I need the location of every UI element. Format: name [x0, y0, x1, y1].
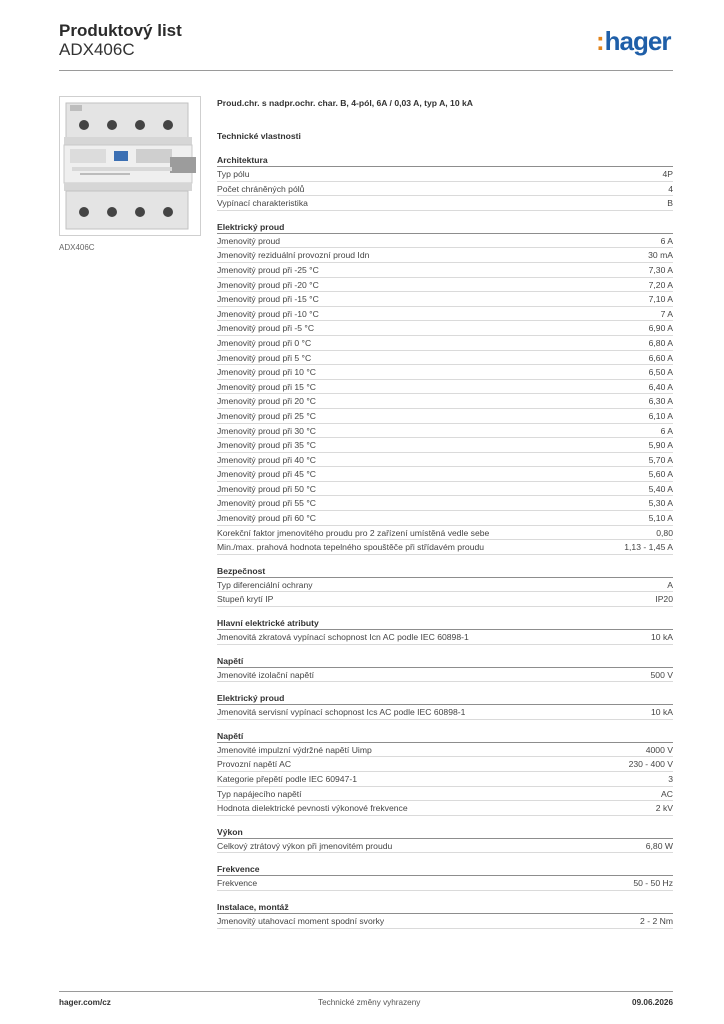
spec-value: 4000 V — [645, 744, 673, 755]
spec-section — [217, 691, 673, 720]
spec-value: 6,30 A — [648, 396, 673, 407]
spec-row — [217, 380, 673, 395]
spec-row — [217, 351, 673, 366]
spec-section — [217, 654, 673, 683]
spec-section — [217, 900, 673, 929]
spec-row — [217, 876, 673, 891]
spec-row — [217, 292, 673, 307]
spec-row — [217, 540, 673, 555]
section-title: Napětí — [217, 729, 673, 743]
spec-row — [217, 234, 673, 249]
spec-value: 6,50 A — [648, 367, 673, 378]
spec-row — [217, 482, 673, 497]
hager-logo — [596, 26, 670, 57]
spec-value: 50 - 50 Hz — [633, 878, 673, 889]
spec-section — [217, 825, 673, 854]
spec-label: Min./max. prahová hodnota tepelného spouštěče při střídavém proudu — [217, 542, 485, 553]
section-title: Instalace, montáž — [217, 900, 673, 914]
section-title: Architektura — [217, 153, 673, 167]
spec-row — [217, 705, 673, 720]
spec-value: 3 — [668, 774, 673, 784]
spec-label: Jmenovitý proud při -10 °C — [217, 308, 319, 319]
header-divider — [59, 70, 673, 71]
spec-label: Frekvence — [217, 878, 258, 889]
circuit-breaker-illustration — [60, 97, 200, 235]
spec-row — [217, 167, 673, 182]
spec-label: Jmenovitý proud při 0 °C — [217, 337, 312, 348]
spec-row — [217, 278, 673, 293]
spec-value: 2 - 2 Nm — [640, 915, 673, 926]
spec-label: Jmenovitý proud při 40 °C — [217, 454, 316, 465]
spec-section — [217, 564, 673, 607]
spec-label: Vypínací charakteristika — [217, 198, 308, 209]
spec-label: Jmenovitý proud — [217, 235, 281, 246]
footer-divider — [59, 991, 673, 992]
spec-row — [217, 630, 673, 645]
spec-value: 5,30 A — [648, 498, 673, 509]
spec-label: Jmenovité izolační napětí — [217, 669, 314, 680]
spec-label: Jmenovitý proud při -20 °C — [217, 279, 319, 290]
spec-label: Jmenovitý proud při -15 °C — [217, 294, 319, 305]
technical-properties-heading: Technické vlastnosti — [217, 131, 301, 141]
spec-value: 500 V — [650, 669, 673, 680]
spec-value: 5,40 A — [648, 483, 673, 494]
spec-value: 6,40 A — [648, 381, 673, 392]
spec-label: Jmenovitý proud při 35 °C — [217, 440, 316, 451]
spec-row — [217, 307, 673, 322]
spec-label: Celkový ztrátový výkon při jmenovitém proudu — [217, 840, 393, 851]
spec-section — [217, 729, 673, 816]
spec-row — [217, 336, 673, 351]
section-title: Elektrický proud — [217, 691, 673, 705]
spec-label: Jmenovitý proud při 60 °C — [217, 513, 316, 524]
spec-value: 6 A — [660, 425, 673, 436]
spec-label: Jmenovitý proud při -25 °C — [217, 264, 319, 275]
spec-row — [217, 321, 673, 336]
spec-value: 6,10 A — [648, 410, 673, 421]
spec-row — [217, 757, 673, 772]
spec-section — [217, 862, 673, 891]
spec-value: 2 kV — [655, 803, 673, 814]
spec-value: 0,80 — [656, 527, 673, 538]
logo-colon: : — [596, 26, 604, 56]
spec-section — [217, 220, 673, 555]
spec-label: Jmenovitý proud při 50 °C — [217, 483, 316, 494]
image-caption: ADX406C — [59, 243, 95, 252]
spec-row — [217, 496, 673, 511]
spec-row — [217, 182, 673, 197]
spec-sections — [217, 153, 673, 929]
section-title: Napětí — [217, 654, 673, 668]
product-image — [59, 96, 201, 236]
spec-label: Jmenovitá servisní vypínací schopnost Ics AC podle IEC 60898-1 — [217, 707, 466, 718]
spec-label: Jmenovitý proud při 55 °C — [217, 498, 316, 509]
spec-label: Korekční faktor jmenovitého proudu pro 2 zařízení umístěná vedle sebe — [217, 527, 490, 538]
spec-value: 6,80 W — [645, 840, 673, 851]
spec-value: 1,13 - 1,45 A — [624, 542, 673, 553]
spec-value: 7 A — [660, 308, 673, 319]
spec-label: Typ diferenciální ochrany — [217, 579, 313, 590]
spec-value: 6,80 A — [648, 337, 673, 348]
section-title: Frekvence — [217, 862, 673, 876]
spec-value: 6,60 A — [648, 352, 673, 363]
spec-label: Hodnota dielektrické pevnosti výkonové frekvence — [217, 803, 408, 814]
spec-value: 5,10 A — [648, 513, 673, 524]
spec-row — [217, 914, 673, 929]
spec-value: B — [667, 198, 673, 209]
spec-row — [217, 248, 673, 263]
spec-value: IP20 — [655, 594, 673, 605]
spec-label: Jmenovitý proud při 30 °C — [217, 425, 316, 436]
spec-label: Jmenovitý proud při 15 °C — [217, 381, 316, 392]
spec-value: A — [667, 579, 673, 590]
page-title: Produktový list — [59, 21, 182, 40]
product-description: Proud.chr. s nadpr.ochr. char. B, 4-pól, 6A / 0,03 A, typ A, 10 kA — [217, 98, 473, 108]
spec-label: Kategorie přepětí podle IEC 60947-1 — [217, 774, 357, 784]
section-title: Bezpečnost — [217, 564, 673, 578]
logo-text: hager — [604, 26, 671, 56]
footer-notice: Technické změny vyhrazeny — [318, 998, 421, 1007]
spec-label: Jmenovitý reziduální provozní proud Idn — [217, 250, 370, 261]
spec-label: Jmenovitý proud při -5 °C — [217, 323, 315, 334]
spec-value: 10 kA — [651, 707, 673, 718]
spec-row — [217, 668, 673, 683]
spec-value: 230 - 400 V — [628, 759, 673, 770]
spec-label: Typ napájecího napětí — [217, 788, 302, 799]
spec-row — [217, 839, 673, 854]
section-title: Elektrický proud — [217, 220, 673, 234]
spec-label: Jmenovité impulzní výdržné napětí Uimp — [217, 744, 372, 755]
spec-value: AC — [661, 788, 673, 799]
spec-label: Stupeň krytí IP — [217, 594, 274, 605]
spec-value: 30 mA — [648, 250, 673, 261]
spec-label: Jmenovitý proud při 45 °C — [217, 469, 316, 480]
spec-row — [217, 787, 673, 802]
footer-website[interactable]: hager.com/cz — [59, 998, 111, 1007]
spec-label: Jmenovitý proud při 25 °C — [217, 410, 316, 421]
spec-row — [217, 263, 673, 278]
spec-value: 7,20 A — [648, 279, 673, 290]
spec-value: 4P — [662, 169, 673, 179]
spec-value: 7,10 A — [648, 294, 673, 305]
spec-value: 6 A — [660, 235, 673, 246]
product-code: ADX406C — [59, 40, 135, 59]
footer-date: 09.06.2026 — [632, 998, 673, 1007]
spec-row — [217, 409, 673, 424]
spec-row — [217, 424, 673, 439]
spec-value: 5,70 A — [648, 454, 673, 465]
spec-value: 5,60 A — [648, 469, 673, 480]
spec-value: 7,30 A — [648, 264, 673, 275]
spec-row — [217, 365, 673, 380]
spec-value: 5,90 A — [648, 440, 673, 451]
spec-label: Typ pólu — [217, 169, 250, 179]
spec-label: Jmenovitý utahovací moment spodní svorky — [217, 915, 385, 926]
spec-label: Provozní napětí AC — [217, 759, 292, 770]
spec-label: Jmenovitá zkratová vypínací schopnost Icn AC podle IEC 60898-1 — [217, 632, 469, 643]
spec-row — [217, 511, 673, 526]
spec-label: Jmenovitý proud při 5 °C — [217, 352, 312, 363]
spec-row — [217, 772, 673, 787]
spec-row — [217, 196, 673, 211]
spec-label: Počet chráněných pólů — [217, 183, 305, 194]
spec-value: 4 — [668, 183, 673, 194]
spec-value: 10 kA — [651, 632, 673, 643]
spec-label: Jmenovitý proud při 10 °C — [217, 367, 316, 378]
spec-row — [217, 394, 673, 409]
section-title: Výkon — [217, 825, 673, 839]
spec-row — [217, 592, 673, 607]
spec-row — [217, 801, 673, 816]
spec-section — [217, 153, 673, 211]
spec-label: Jmenovitý proud při 20 °C — [217, 396, 316, 407]
spec-section — [217, 616, 673, 645]
spec-row — [217, 578, 673, 593]
section-title: Hlavní elektrické atributy — [217, 616, 673, 630]
spec-row — [217, 743, 673, 758]
spec-row — [217, 467, 673, 482]
spec-row — [217, 526, 673, 541]
spec-value: 6,90 A — [648, 323, 673, 334]
spec-row — [217, 453, 673, 468]
spec-row — [217, 438, 673, 453]
spec-content — [217, 96, 673, 938]
